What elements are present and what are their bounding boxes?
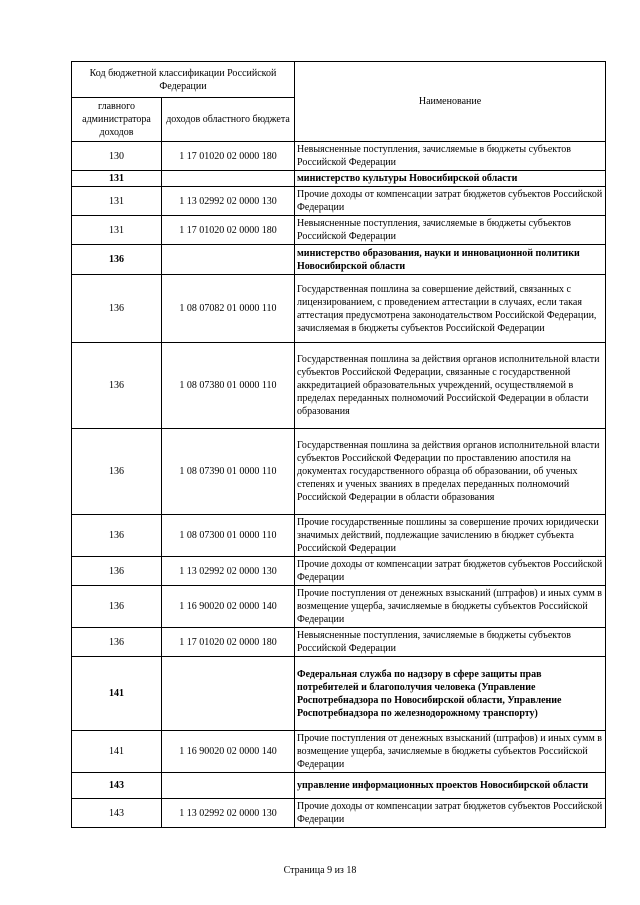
admin-code-cell: 136 — [72, 586, 162, 628]
income-code-cell — [162, 657, 295, 731]
admin-code-cell: 131 — [72, 187, 162, 216]
name-cell: Прочие государственные пошлины за совершение прочих юридически значимых действий, подлежащие зачислению в бюджет субъекта Российской Федерации — [295, 515, 606, 557]
admin-code-cell: 141 — [72, 731, 162, 773]
table-row — [72, 171, 606, 187]
table-row — [72, 245, 606, 275]
income-code-cell: 1 08 07082 01 0000 110 — [162, 275, 295, 343]
table-row — [72, 799, 606, 828]
table-row — [72, 343, 606, 429]
name-cell: Федеральная служба по надзору в сфере защиты прав потребителей и благополучия человека (Управление Роспотребнадзора по Новосибирской области, Управление Роспотребнадзора по железнодорожному транспорту) — [295, 657, 606, 731]
table-row — [72, 142, 606, 171]
admin-code-cell: 143 — [72, 799, 162, 828]
admin-code-cell: 136 — [72, 343, 162, 429]
table-body — [72, 142, 606, 828]
name-cell: Прочие поступления от денежных взысканий (штрафов) и иных сумм в возмещение ущерба, зачисляемые в бюджеты субъектов Российской Федерации — [295, 586, 606, 628]
name-cell: Государственная пошлина за действия органов исполнительной власти субъектов Российской Федерации, связанные с государственной аккредитацией образовательных учреждений, осуществляемой в пределах переданных полномочий Российской Федерации в области образования — [295, 343, 606, 429]
admin-code-cell: 136 — [72, 245, 162, 275]
name-cell: Государственная пошлина за действия органов исполнительной власти субъектов Российской Федерации по проставлению апостиля на документах государственного образца об образовании, об ученых степенях и ученых званиях в пределах переданных полномочий Российской Федерации в области образования — [295, 429, 606, 515]
income-code-cell: 1 08 07380 01 0000 110 — [162, 343, 295, 429]
table-row — [72, 275, 606, 343]
name-cell: Прочие поступления от денежных взысканий (штрафов) и иных сумм в возмещение ущерба, зачисляемые в бюджеты субъектов Российской Федерации — [295, 731, 606, 773]
income-code-cell: 1 13 02992 02 0000 130 — [162, 187, 295, 216]
income-code-cell: 1 16 90020 02 0000 140 — [162, 731, 295, 773]
table-row — [72, 773, 606, 799]
income-code-cell: 1 08 07390 01 0000 110 — [162, 429, 295, 515]
income-code-cell: 1 16 90020 02 0000 140 — [162, 586, 295, 628]
page-footer: Страница 9 из 18 — [283, 865, 357, 876]
name-cell: Прочие доходы от компенсации затрат бюджетов субъектов Российской Федерации — [295, 557, 606, 586]
name-cell: Прочие доходы от компенсации затрат бюджетов субъектов Российской Федерации — [295, 187, 606, 216]
table-row — [72, 657, 606, 731]
admin-code-cell: 136 — [72, 557, 162, 586]
table-row — [72, 628, 606, 657]
name-cell: управление информационных проектов Новосибирской области — [295, 773, 606, 799]
table-row — [72, 586, 606, 628]
income-code-cell: 1 17 01020 02 0000 180 — [162, 142, 295, 171]
header-group-cell: Код бюджетной классификации Российской Федерации — [72, 62, 295, 98]
table-row — [72, 731, 606, 773]
table-row — [72, 515, 606, 557]
income-code-cell: 1 13 02992 02 0000 130 — [162, 557, 295, 586]
header-income-cell: доходов областного бюджета — [162, 98, 295, 142]
admin-code-cell: 136 — [72, 628, 162, 657]
header-admin-cell: главного администратора доходов — [72, 98, 162, 142]
income-code-cell: 1 08 07300 01 0000 110 — [162, 515, 295, 557]
income-code-cell — [162, 773, 295, 799]
name-cell: Государственная пошлина за совершение действий, связанных с лицензированием, с проведением аттестации в случаях, если такая аттестация предусмотрена законодательством Российской Федерации, зачисляемая в бюджеты субъектов Российской Федерации — [295, 275, 606, 343]
name-cell: Прочие доходы от компенсации затрат бюджетов субъектов Российской Федерации — [295, 799, 606, 828]
table-row — [72, 187, 606, 216]
admin-code-cell: 131 — [72, 171, 162, 187]
admin-code-cell: 143 — [72, 773, 162, 799]
admin-code-cell: 131 — [72, 216, 162, 245]
name-cell: Невыясненные поступления, зачисляемые в бюджеты субъектов Российской Федерации — [295, 216, 606, 245]
income-code-cell: 1 17 01020 02 0000 180 — [162, 216, 295, 245]
income-code-cell — [162, 245, 295, 275]
header-name-cell: Наименование — [295, 62, 606, 142]
table-row — [72, 216, 606, 245]
name-cell: Невыясненные поступления, зачисляемые в бюджеты субъектов Российской Федерации — [295, 142, 606, 171]
income-code-cell — [162, 171, 295, 187]
name-cell: Невыясненные поступления, зачисляемые в бюджеты субъектов Российской Федерации — [295, 628, 606, 657]
admin-code-cell: 141 — [72, 657, 162, 731]
table-row — [72, 429, 606, 515]
budget-classification-table — [71, 61, 606, 828]
admin-code-cell: 136 — [72, 515, 162, 557]
table-row — [72, 557, 606, 586]
name-cell: министерство культуры Новосибирской области — [295, 171, 606, 187]
income-code-cell: 1 13 02992 02 0000 130 — [162, 799, 295, 828]
name-cell: министерство образования, науки и инновационной политики Новосибирской области — [295, 245, 606, 275]
admin-code-cell: 136 — [72, 275, 162, 343]
income-code-cell: 1 17 01020 02 0000 180 — [162, 628, 295, 657]
admin-code-cell: 136 — [72, 429, 162, 515]
admin-code-cell: 130 — [72, 142, 162, 171]
